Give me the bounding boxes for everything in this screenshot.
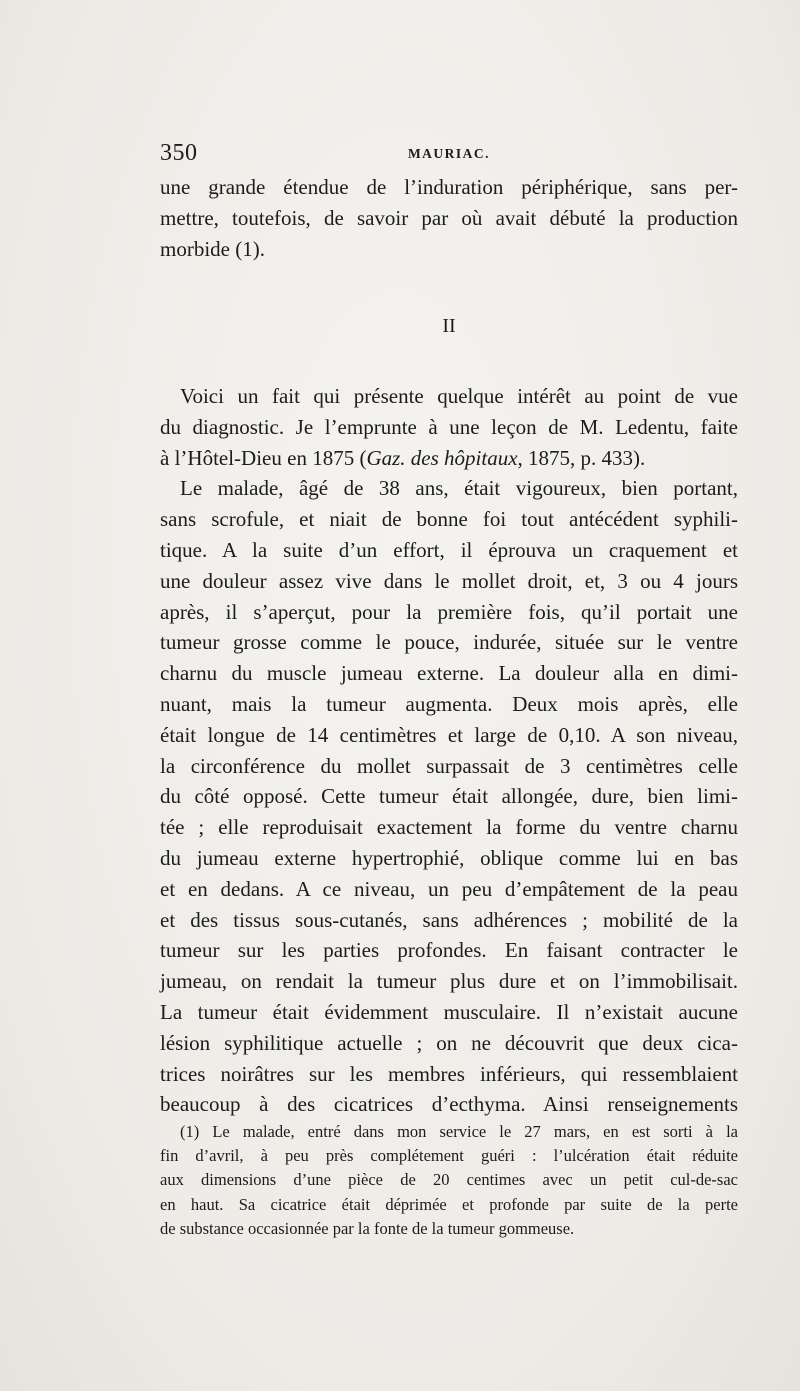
footnote-line: (1) Le malade, entré dans mon service le 27 mars, en est sorti à la xyxy=(180,1122,738,1141)
text-line: tumeur grosse comme le pouce, indurée, située sur le ventre xyxy=(160,630,738,655)
text-line: du diagnostic. Je l’emprunte à une leçon de M. Ledentu, faite xyxy=(160,414,738,439)
text-line: trices noirâtres sur les membres inférieurs, qui ressemblaient xyxy=(160,1061,738,1086)
footnote xyxy=(160,1120,738,1241)
text-line: une grande étendue de l’induration périphérique, sans per- xyxy=(160,175,738,199)
text-line: du jumeau externe hypertrophié, oblique comme lui en bas xyxy=(160,845,738,870)
text-line: jumeau, on rendait la tumeur plus dure et on l’immobilisait. xyxy=(160,969,738,994)
text-line: était longue de 14 centimètres et large de 0,10. A son niveau, xyxy=(160,722,738,747)
text-line: tée ; elle reproduisait exactement la forme du ventre charnu xyxy=(160,815,738,840)
running-head: MAURIAC. xyxy=(407,146,491,161)
text-line: et des tissus sous-cutanés, sans adhérences ; mobilité de la xyxy=(160,907,738,932)
text-line: La tumeur était évidemment musculaire. Il n’existait aucune xyxy=(160,999,738,1024)
text-line: charnu du muscle jumeau externe. La douleur alla en dimi- xyxy=(160,661,738,686)
section-heading: II xyxy=(442,315,456,337)
text-line: tique. A la suite d’un effort, il éprouva un craquement et xyxy=(160,537,738,562)
text-line: et en dedans. A ce niveau, un peu d’empâtement de la peau xyxy=(160,876,738,901)
text-line: lésion syphilitique actuelle ; on ne découvrit que deux cica- xyxy=(160,1030,738,1055)
footnote-line: de substance occasionnée par la fonte de la tumeur gommeuse. xyxy=(160,1218,575,1238)
text-line: morbide (1). xyxy=(160,236,265,261)
footnote-line: fin d’avril, à peu près complétement guéri : l’ulcération était réduite xyxy=(160,1146,738,1166)
text-line: tumeur sur les parties profondes. En faisant contracter le xyxy=(160,938,738,963)
page-header xyxy=(160,140,738,170)
journal-title: Gaz. des hôpitaux xyxy=(366,445,518,470)
text-line: mettre, toutefois, de savoir par où avait débuté la production xyxy=(160,205,738,230)
main-text xyxy=(160,381,738,1120)
page-number: 350 xyxy=(160,140,198,166)
citation-line xyxy=(160,443,738,474)
text-line: après, il s’aperçut, pour la première fois, qu’il portait une xyxy=(160,599,738,624)
text-line: nuant, mais la tumeur augmenta. Deux mois après, elle xyxy=(160,691,738,716)
text-line: beaucoup à des cicatrices d’ecthyma. Ainsi renseignements xyxy=(160,1092,738,1117)
continuation-paragraph xyxy=(160,172,738,264)
text-line: sans scrofule, et niait de bonne foi tout antécédent syphili- xyxy=(160,507,738,532)
footnote-line: aux dimensions d’une pièce de 20 centimes avec un petit cul-de-sac xyxy=(160,1170,738,1190)
citation-prefix: à l’Hôtel-Dieu en 1875 ( xyxy=(160,445,367,470)
citation-suffix: , 1875, p. 433). xyxy=(517,445,646,470)
text-line: une douleur assez vive dans le mollet droit, et, 3 ou 4 jours xyxy=(160,568,738,593)
text-line: Le malade, âgé de 38 ans, était vigoureux, bien portant, xyxy=(180,476,738,501)
text-line: la circonférence du mollet surpassait de 3 centimètres celle xyxy=(160,753,738,778)
footnote-line: en haut. Sa cicatrice était déprimée et profonde par suite de la perte xyxy=(160,1194,738,1214)
text-line: du côté opposé. Cette tumeur était allongée, dure, bien limi- xyxy=(160,784,738,809)
text-line: Voici un fait qui présente quelque intérêt au point de vue xyxy=(180,384,738,408)
